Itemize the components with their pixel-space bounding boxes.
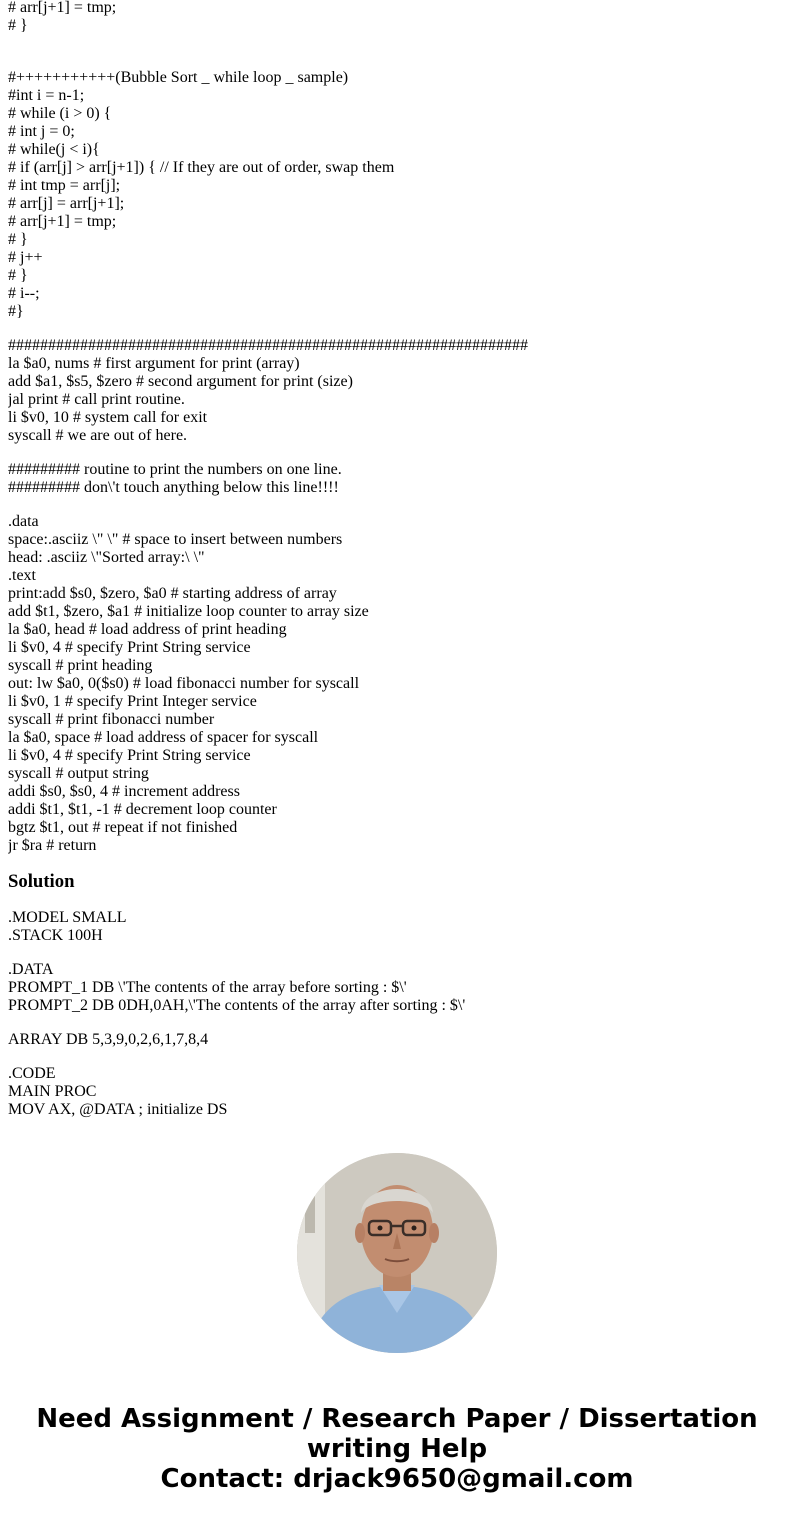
solution-heading: Solution [8, 871, 75, 892]
code-line: head: .asciiz \"Sorted array:\ \" [8, 549, 205, 566]
promo-banner [0, 1404, 794, 1494]
code-line: ######### routine to print the numbers on one line. [8, 461, 342, 478]
code-line: .CODE [8, 1065, 56, 1082]
code-block-data-text [8, 513, 788, 855]
code-line: #+++++++++++(Bubble Sort _ while loop _ sample) [8, 69, 349, 86]
code-line: li $v0, 10 # system call for exit [8, 409, 208, 426]
code-line: syscall # we are out of here. [8, 427, 188, 444]
code-line: MAIN PROC [8, 1083, 97, 1100]
code-line: # while(j < i){ [8, 141, 100, 158]
code-line: addi $t1, $t1, -1 # decrement loop counter [8, 801, 277, 818]
solution-model [8, 909, 788, 945]
code-line: bgtz $t1, out # repeat if not finished [8, 819, 238, 836]
code-line: .MODEL SMALL [8, 909, 127, 926]
promo-contact: Contact: drjack9650@gmail.com [160, 1464, 634, 1494]
solution-code [8, 1065, 788, 1119]
spacer [8, 497, 788, 513]
avatar-portrait [297, 1153, 497, 1353]
code-line: #} [8, 303, 24, 320]
promo-line-2: writing Help [306, 1434, 488, 1464]
spacer [8, 945, 788, 961]
code-line: add $t1, $zero, $a1 # initialize loop counter to array size [8, 603, 369, 620]
code-block-print-call [8, 337, 788, 445]
spacer [8, 445, 788, 461]
code-line: # if (arr[j] > arr[j+1]) { // If they are out of order, swap them [8, 159, 395, 176]
code-line: # } [8, 267, 28, 284]
code-line: syscall # print heading [8, 657, 153, 674]
code-line: li $v0, 1 # specify Print Integer service [8, 693, 257, 710]
code-line: .DATA [8, 961, 54, 978]
code-line: # i--; [8, 285, 40, 302]
code-line: li $v0, 4 # specify Print String service [8, 639, 251, 656]
code-block-comment [8, 461, 788, 497]
code-line: space:.asciiz \" \" # space to insert between numbers [8, 531, 343, 548]
code-line: addi $s0, $s0, 4 # increment address [8, 783, 240, 800]
code-line: syscall # print fibonacci number [8, 711, 215, 728]
code-line: # j++ [8, 249, 43, 266]
code-line: # arr[j+1] = tmp; [8, 213, 117, 230]
spacer [8, 1015, 788, 1031]
spacer [8, 1049, 788, 1065]
code-line: ################################################################# [8, 337, 528, 354]
code-line: # arr[j+1] = tmp; [8, 0, 117, 16]
code-line: MOV AX, @DATA ; initialize DS [8, 1101, 228, 1118]
document-content [8, 0, 788, 1123]
spacer [8, 35, 788, 69]
code-line: print:add $s0, $zero, $a0 # starting address of array [8, 585, 337, 602]
code-line: # int tmp = arr[j]; [8, 177, 121, 194]
code-line: la $a0, head # load address of print heading [8, 621, 287, 638]
solution-array [8, 1031, 788, 1049]
code-line: #int i = n-1; [8, 87, 85, 104]
code-line: .text [8, 567, 36, 584]
spacer [8, 321, 788, 337]
code-line: # } [8, 231, 28, 248]
code-line: add $a1, $s5, $zero # second argument for print (size) [8, 373, 353, 390]
code-line: .STACK 100H [8, 927, 103, 944]
author-avatar [297, 1153, 497, 1353]
code-block-top [8, 0, 788, 35]
code-line: la $a0, nums # first argument for print (array) [8, 355, 300, 372]
code-line: ######### don\'t touch anything below this line!!!! [8, 479, 339, 496]
solution-data [8, 961, 788, 1015]
promo-line-1: Need Assignment / Research Paper / Dissertation [36, 1404, 758, 1434]
code-line: ARRAY DB 5,3,9,0,2,6,1,7,8,4 [8, 1031, 209, 1048]
code-line: li $v0, 4 # specify Print String service [8, 747, 251, 764]
code-line: la $a0, space # load address of spacer for syscall [8, 729, 319, 746]
code-line: # arr[j] = arr[j+1]; [8, 195, 125, 212]
code-line: # while (i > 0) { [8, 105, 112, 122]
code-line: jal print # call print routine. [8, 391, 185, 408]
code-line: # } [8, 17, 28, 34]
code-line: jr $ra # return [8, 837, 97, 854]
code-line: # int j = 0; [8, 123, 75, 140]
code-line: syscall # output string [8, 765, 149, 782]
code-line: .data [8, 513, 39, 530]
code-line: PROMPT_2 DB 0DH,0AH,\'The contents of the array after sorting : $\' [8, 997, 466, 1014]
code-block-while-loop [8, 69, 788, 321]
code-line: out: lw $a0, 0($s0) # load fibonacci number for syscall [8, 675, 360, 692]
code-line: PROMPT_1 DB \'The contents of the array before sorting : $\' [8, 979, 407, 996]
